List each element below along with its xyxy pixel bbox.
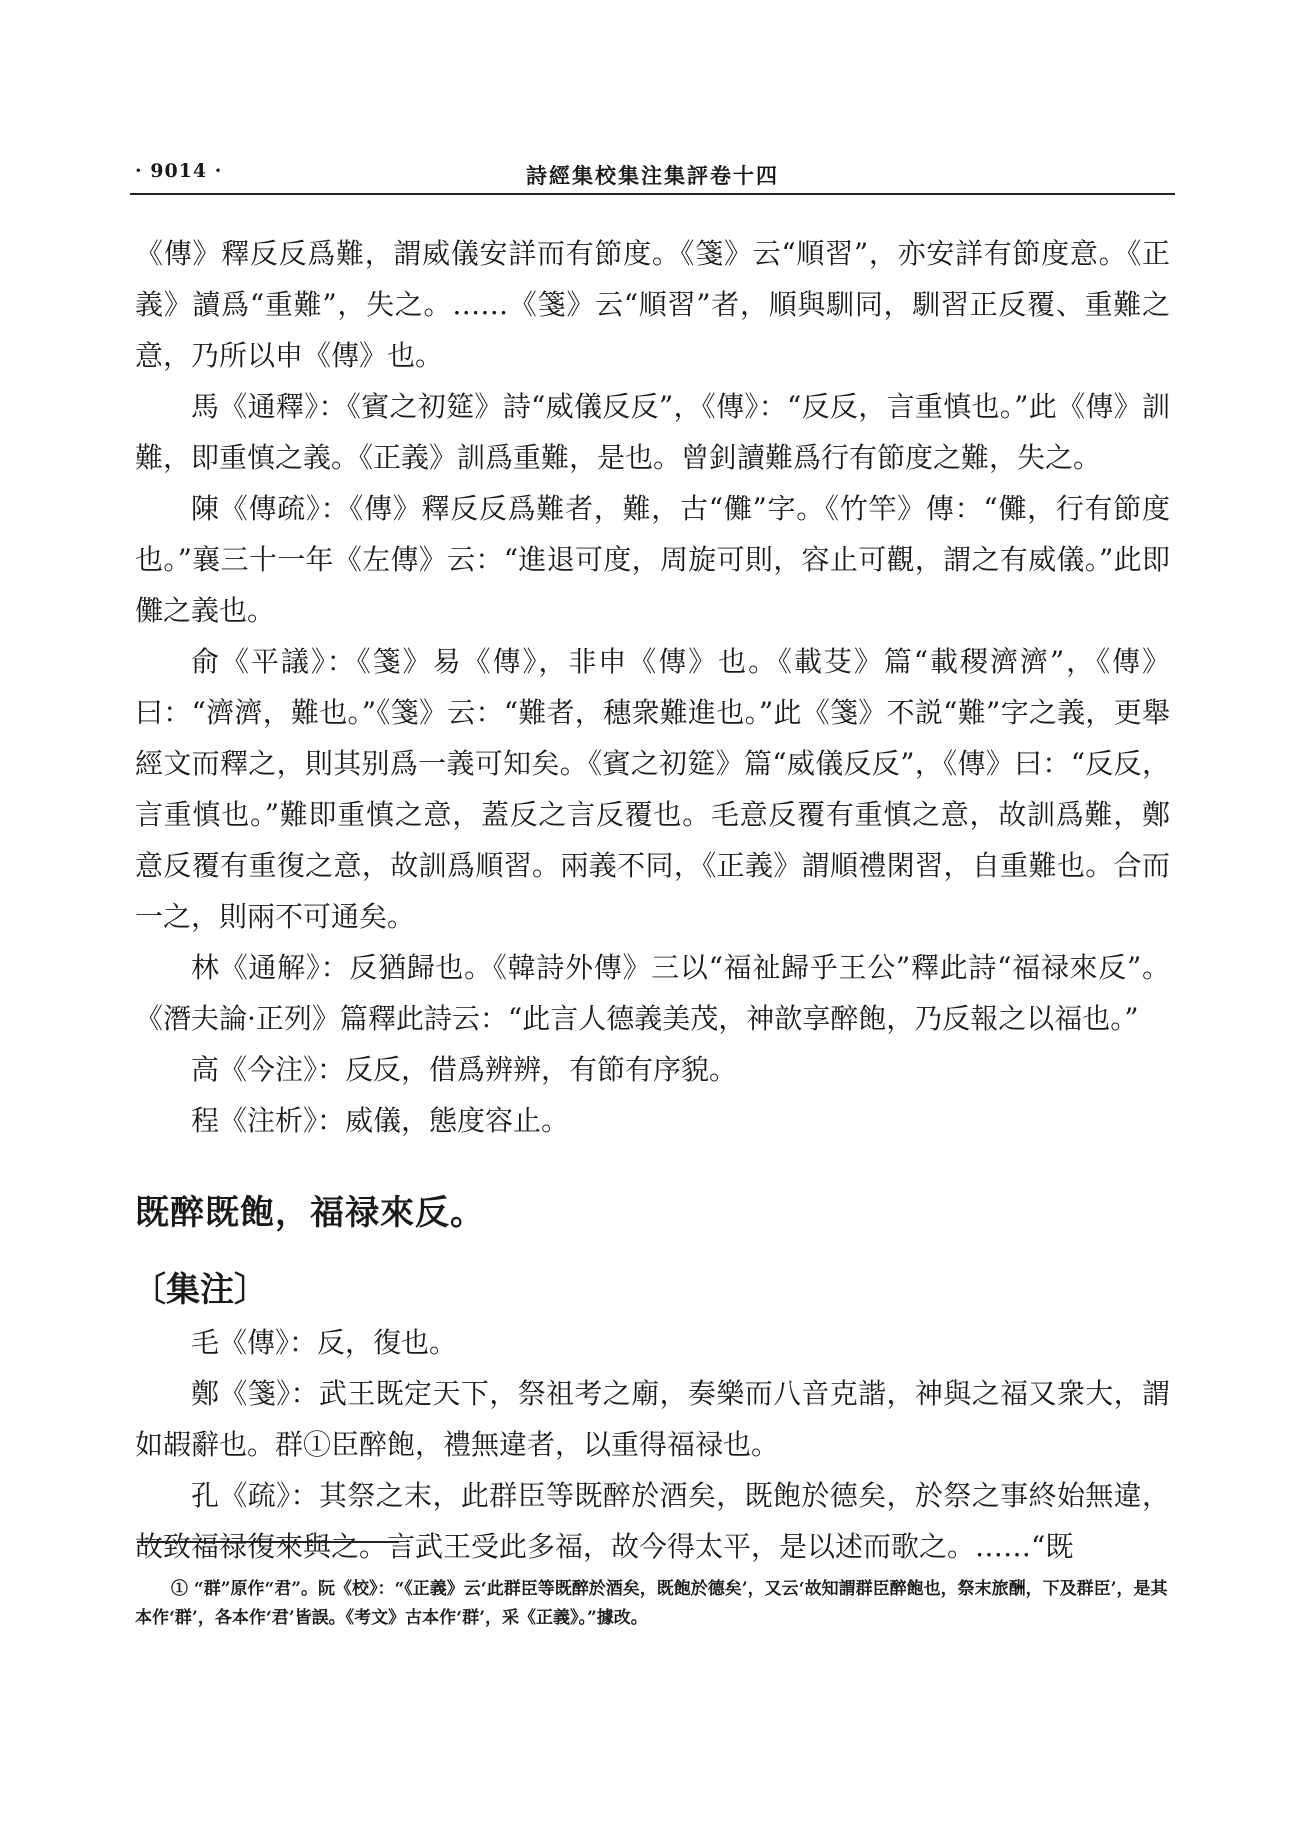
paragraph: 鄭《箋》：武王既定天下，祭祖考之廟，奏樂而八音克諧，神與之福又衆大，謂如嘏辭也。群①臣醉飽，禮無違者，以重得福禄也。 — [135, 1377, 1170, 1461]
paragraph: 孔《疏》：其祭之末，此群臣等既醉於酒矣，既飽於德矣，於祭之事終始無違，故致福禄復來與之。言武王受此多福，故今得太平，是以述而歌之。……“既 — [135, 1479, 1170, 1563]
header-rule — [130, 193, 1175, 195]
paragraph: 馬《通釋》：《賓之初筵》詩“威儀反反”，《傳》：“反反，言重慎也。”此《傳》訓難，即重慎之義。《正義》訓爲重難，是也。曾釗讀難爲行有節度之難，失之。 — [135, 390, 1170, 474]
page-header — [135, 160, 1170, 190]
paragraph: 高《今注》：反反，借爲辨辨，有節有序貌。 — [191, 1053, 738, 1086]
commentary-block-top — [135, 228, 1170, 1146]
page-number: · 9014 · — [135, 160, 223, 182]
footnote: ① “群”原作“君”。阮《校》：“《正義》云‘此群臣等既醉於酒矣，既飽於德矣’，又云‘故知謂群臣醉飽也，祭末旅酬，下及群臣’，是其本作‘群’，各本作‘君’皆誤。《考文》古本作‘群’，采《正義》。”據改。 — [135, 1579, 1168, 1628]
verse-line: 既醉既飽，福禄來反。 — [135, 1193, 485, 1233]
commentary-block-bottom — [135, 1317, 1170, 1572]
section-heading: 〔集注〕 — [132, 1270, 268, 1310]
footnote-rule — [137, 1541, 399, 1543]
paragraph: 俞《平議》：《箋》易《傳》，非申《傳》也。《載芟》篇“載稷濟濟”，《傳》曰：“濟濟，難也。”《箋》云：“難者，穗衆難進也。”此《箋》不説“難”字之義，更舉經文而釋之，則其别爲一義可知矣。《賓之初筵》篇“威儀反反”，《傳》曰：“反反，言重慎也。”難即重慎之意，蓋反之言反覆也。毛意反覆有重慎之意，故訓爲難，鄭意反覆有重復之意，故訓爲順習。兩義不同，《正義》謂順禮閑習，自重難也。合而一之，則兩不可通矣。 — [135, 645, 1170, 933]
paragraph: 毛《傳》：反，復也。 — [191, 1326, 458, 1359]
paragraph: 陳《傳疏》：《傳》釋反反爲難者，難，古“儺”字。《竹竿》傳：“儺，行有節度也。”襄三十一年《左傳》云：“進退可度，周旋可則，容止可觀，謂之有威儀。”此即儺之義也。 — [135, 492, 1170, 627]
paragraph: 程《注析》：威儀，態度容止。 — [191, 1104, 570, 1137]
paragraph: 《傳》釋反反爲難，謂威儀安詳而有節度。《箋》云“順習”，亦安詳有節度意。《正義》讀爲“重難”，失之。……《箋》云“順習”者，順與馴同，馴習正反覆、重難之意，乃所以申《傳》也。 — [135, 237, 1170, 372]
paragraph: 林《通解》：反猶歸也。《韓詩外傳》三以“福祉歸乎王公”釋此詩“福禄來反”。《潛夫論·正列》篇釋此詩云：“此言人德義美茂，神歆享醉飽，乃反報之以福也。” — [135, 951, 1170, 1035]
running-title: 詩經集校集注集評卷十四 — [526, 163, 779, 188]
